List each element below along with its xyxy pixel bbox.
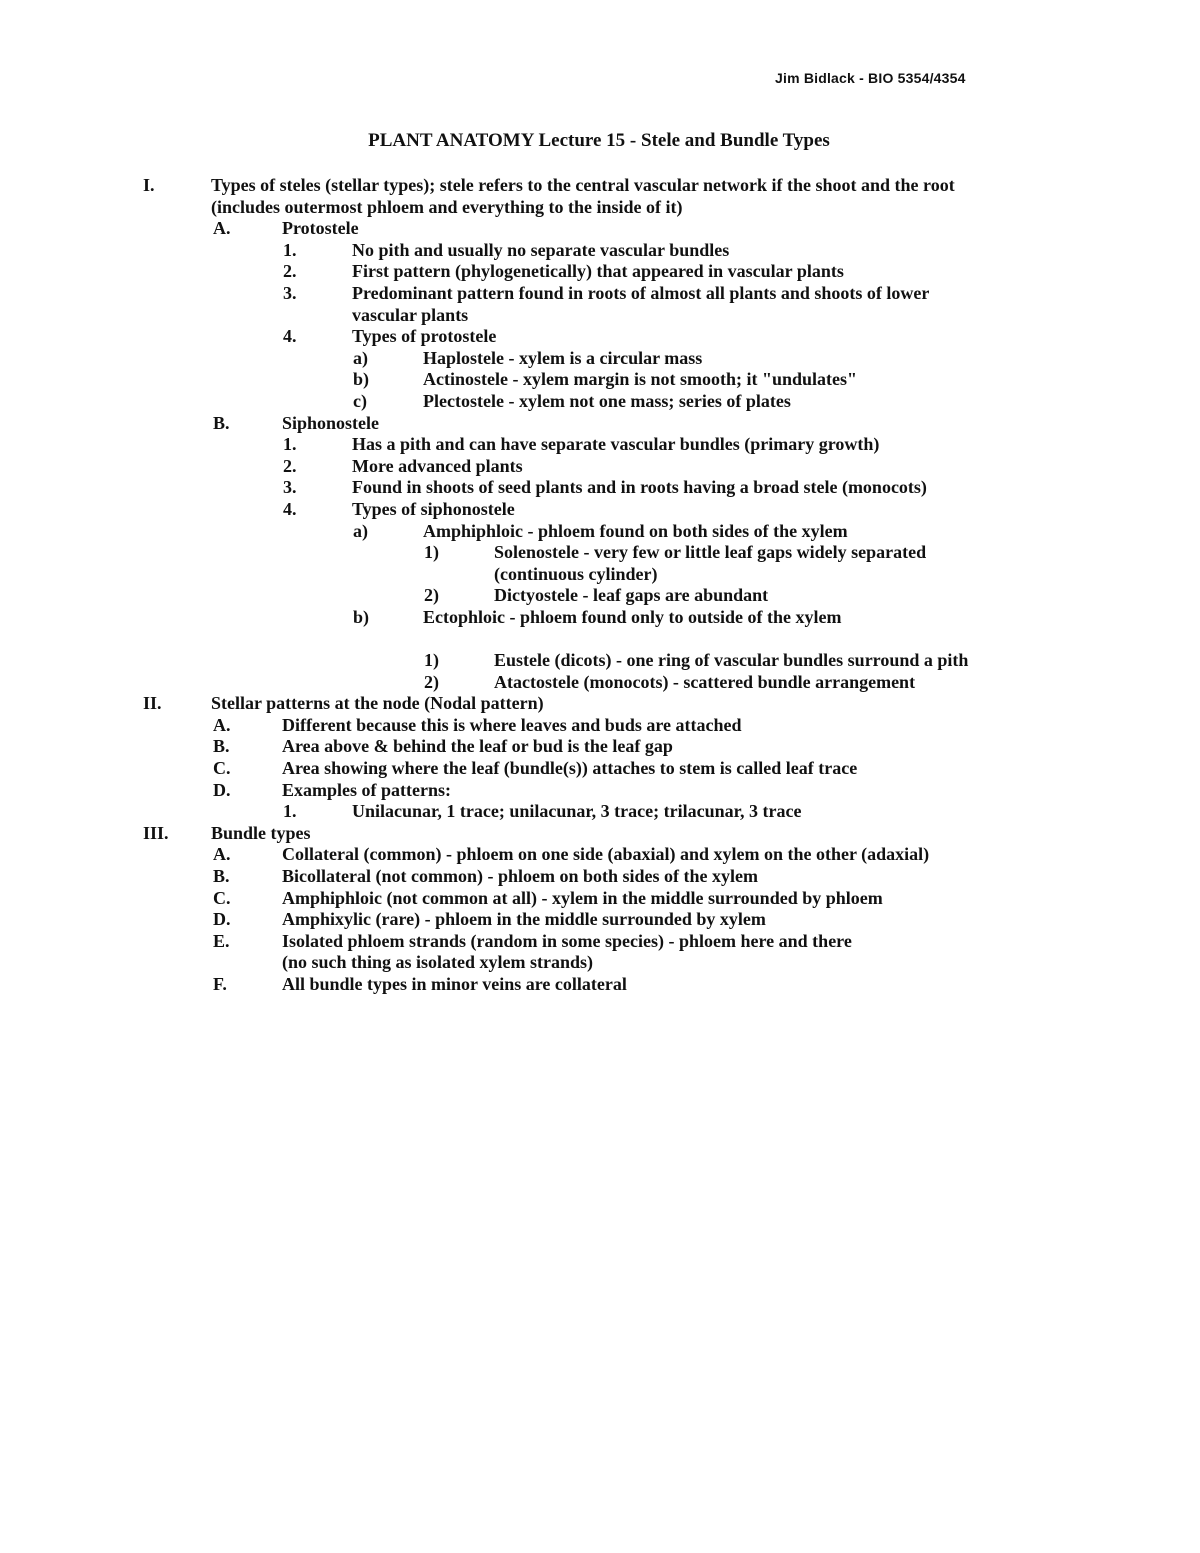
- outline-text: Ectophloic - phloem found only to outside of the xylem: [423, 606, 842, 627]
- outline-marker: F.: [213, 973, 227, 994]
- outline-marker: A.: [213, 218, 231, 239]
- outline-marker: E.: [213, 930, 230, 951]
- outline-line: [0, 564, 1200, 586]
- outline-text: Types of protostele: [352, 326, 497, 347]
- outline-line: [0, 521, 1200, 543]
- outline-marker: 2): [424, 585, 439, 606]
- outline-marker: II.: [143, 693, 162, 714]
- outline-marker: I.: [143, 175, 155, 195]
- outline-marker: a): [353, 347, 368, 368]
- page-header: Jim Bidlack - BIO 5354/4354: [775, 70, 966, 86]
- title-text: PLANT ANATOMY Lecture 15 - Stele and Bundle Types: [368, 130, 830, 151]
- outline-text: Haplostele - xylem is a circular mass: [423, 347, 703, 368]
- outline-text: No pith and usually no separate vascular bundles: [352, 239, 730, 260]
- outline-line: [0, 672, 1200, 694]
- outline-text: (no such thing as isolated xylem strands): [282, 952, 594, 973]
- outline-line: [0, 456, 1200, 478]
- outline-text: Examples of patterns:: [282, 779, 451, 800]
- outline-text: Stellar patterns at the node (Nodal pattern): [211, 693, 544, 714]
- outline-text: Different because this is where leaves and buds are attached: [282, 714, 742, 735]
- outline-line: [0, 715, 1200, 737]
- outline-text: Bicollateral (not common) - phloem on both sides of the xylem: [282, 866, 758, 886]
- outline-line: [0, 305, 1200, 327]
- outline-text: Isolated phloem strands (random in some species) - phloem here and there: [282, 930, 852, 951]
- outline-line: [0, 780, 1200, 802]
- outline-text: (includes outermost phloem and everything to the inside of it): [211, 196, 683, 217]
- outline-text: Predominant pattern found in roots of almost all plants and shoots of lower: [352, 282, 930, 303]
- outline-line: [0, 477, 1200, 499]
- outline-text: (continuous cylinder): [494, 563, 658, 584]
- outline-text: Plectostele - xylem not one mass; series of plates: [423, 390, 791, 411]
- outline-marker: 1): [424, 650, 439, 671]
- outline-marker: b): [353, 606, 370, 627]
- outline-text: Protostele: [282, 218, 359, 239]
- outline-marker: C.: [213, 887, 231, 908]
- outline-line: [0, 326, 1200, 348]
- outline-line: [0, 823, 1200, 845]
- outline-marker: 4.: [283, 326, 297, 347]
- outline-marker: a): [353, 520, 368, 541]
- outline-text: Found in shoots of seed plants and in roots having a broad stele (monocots): [352, 477, 927, 498]
- outline-line: [0, 801, 1200, 823]
- outline-line: [0, 434, 1200, 456]
- outline-marker: 2.: [283, 261, 297, 282]
- outline-text: Eustele (dicots) - one ring of vascular bundles surround a pith: [494, 650, 969, 671]
- outline-marker: A.: [213, 844, 231, 865]
- outline-text: Collateral (common) - phloem on one side (abaxial) and xylem on the other (adaxial): [282, 844, 930, 865]
- outline-line: [0, 197, 1200, 219]
- outline-text: Amphixylic (rare) - phloem in the middle surrounded by xylem: [282, 909, 766, 930]
- outline-marker: c): [353, 390, 367, 411]
- outline-text: Types of steles (stellar types); stele refers to the central vascular network if the shoot and the root: [211, 175, 955, 195]
- lecture-outline: [0, 175, 1200, 996]
- outline-marker: b): [353, 369, 370, 390]
- outline-line: [0, 218, 1200, 240]
- outline-text: Atactostele (monocots) - scattered bundle arrangement: [494, 671, 916, 692]
- outline-line: [0, 175, 1200, 197]
- outline-line: [0, 348, 1200, 370]
- outline-text: Types of siphonostele: [352, 498, 515, 519]
- outline-line: [0, 909, 1200, 931]
- outline-marker: B.: [213, 866, 230, 886]
- outline-marker: B.: [213, 412, 230, 433]
- outline-marker: 1.: [283, 434, 297, 455]
- outline-marker: A.: [213, 714, 231, 735]
- outline-marker: 2): [424, 671, 439, 692]
- outline-line: [0, 542, 1200, 564]
- outline-text: Solenostele - very few or little leaf gaps widely separated: [494, 542, 927, 563]
- outline-line: [0, 866, 1200, 888]
- outline-marker: B.: [213, 736, 230, 757]
- outline-text: Area showing where the leaf (bundle(s)) attaches to stem is called leaf trace: [282, 758, 858, 779]
- outline-marker: 4.: [283, 498, 297, 519]
- outline-marker: C.: [213, 758, 231, 779]
- outline-marker: 1.: [283, 239, 297, 260]
- outline-line: [0, 413, 1200, 435]
- outline-marker: D.: [213, 909, 231, 930]
- outline-line: [0, 650, 1200, 672]
- outline-text: Amphiphloic (not common at all) - xylem in the middle surrounded by phloem: [282, 887, 883, 908]
- outline-line: [0, 499, 1200, 521]
- outline-line: [0, 585, 1200, 607]
- outline-text: Siphonostele: [282, 412, 380, 433]
- outline-line: [0, 607, 1200, 629]
- outline-text: Area above & behind the leaf or bud is the leaf gap: [282, 736, 673, 757]
- outline-line: [0, 974, 1200, 996]
- outline-marker: 2.: [283, 455, 297, 476]
- outline-marker: III.: [143, 822, 169, 843]
- outline-text: More advanced plants: [352, 455, 523, 476]
- outline-line: [0, 240, 1200, 262]
- outline-marker: 3.: [283, 477, 297, 498]
- outline-text: Dictyostele - leaf gaps are abundant: [494, 585, 769, 606]
- outline-line: [0, 628, 1200, 650]
- outline-line: [0, 736, 1200, 758]
- outline-marker: D.: [213, 779, 231, 800]
- outline-line: [0, 758, 1200, 780]
- outline-line: [0, 369, 1200, 391]
- outline-text: Actinostele - xylem margin is not smooth; it "undulates": [423, 369, 857, 390]
- outline-line: [0, 261, 1200, 283]
- outline-text: Has a pith and can have separate vascular bundles (primary growth): [352, 434, 880, 455]
- outline-line: [0, 844, 1200, 866]
- outline-marker: 3.: [283, 282, 297, 303]
- outline-line: [0, 693, 1200, 715]
- outline-text: All bundle types in minor veins are collateral: [282, 973, 627, 994]
- outline-line: [0, 888, 1200, 910]
- outline-line: [0, 283, 1200, 305]
- outline-line: [0, 952, 1200, 974]
- page-title: [0, 130, 1200, 152]
- outline-text: Bundle types: [211, 822, 311, 843]
- outline-marker: 1.: [283, 801, 297, 822]
- outline-line: [0, 391, 1200, 413]
- outline-text: Amphiphloic - phloem found on both sides of the xylem: [423, 520, 848, 541]
- outline-marker: 1): [424, 542, 439, 563]
- outline-line: [0, 931, 1200, 953]
- outline-text: Unilacunar, 1 trace; unilacunar, 3 trace; trilacunar, 3 trace: [352, 801, 802, 822]
- outline-text: First pattern (phylogenetically) that appeared in vascular plants: [352, 261, 844, 282]
- outline-text: vascular plants: [352, 304, 469, 325]
